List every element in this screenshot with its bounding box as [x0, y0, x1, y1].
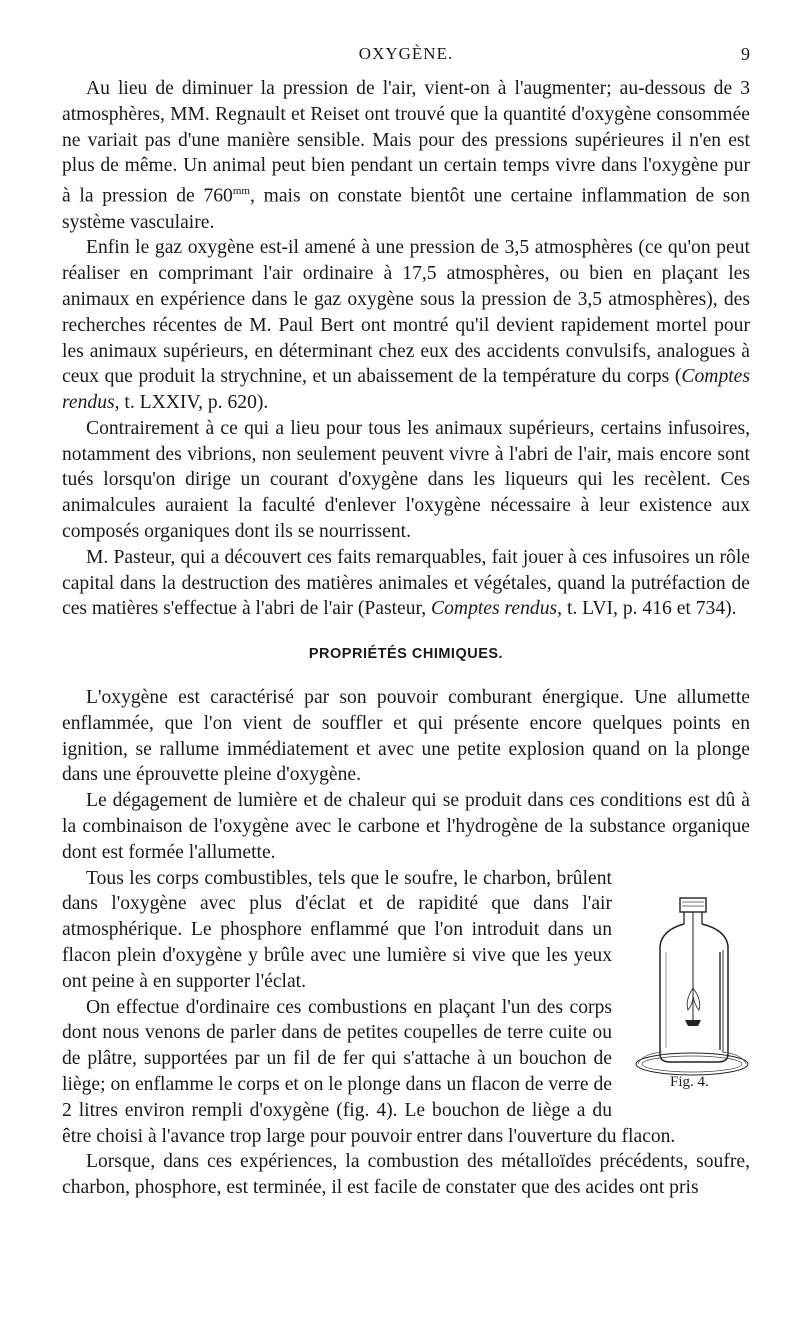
paragraph-1-text: Au lieu de diminuer la pression de l'air, vient-on à l'augmenter; au-dessous de 3 atmosphères, MM. Regnault et Reiset ont trouvé que la quantité d'oxygène consommée ne variait pas d'une manière sensible. Mais pour des pressions supérieures il n'en est plus de même. Un animal peut bien pendant un certain temps vivre dans l'oxygène pur à la pression de 760: [62, 78, 750, 207]
paragraph-7: Tous les corps combustibles, tels que le soufre, le charbon, brûlent dans l'oxygène avec plus d'éclat et de rapidité que dans l'air atmosphérique. Le phosphore enflammé que l'on introduit dans un flacon plein d'oxygène y brûle avec une lumière si vive que les yeux ont peine à en supporter l'éclat.: [62, 867, 612, 992]
paragraph-3: Contrairement à ce qui a lieu pour tous les animaux supérieurs, certains infusoires, notamment des vibrions, non seulement peuvent vivre à l'abri de l'air, mais encore sont tués lorsqu'on dirige un courant d'oxygène dans les liqueurs qui les recèlent. Ces animalcules auraient la faculté d'enlever l'oxygène nécessaire à leur existence aux composés organiques dont ils se nourrissent.: [62, 417, 750, 543]
paragraph-4-text: M. Pasteur, qui a découvert ces faits remarquables, fait jouer à ces infusoires un rôle capital dans la destruction des matières animales et végétales, quand la putréfaction de ces matières s'effectue à l'abri de l'air (Pasteur,: [62, 546, 750, 620]
paragraph-4: [62, 545, 750, 622]
paragraph-2-ref-end: , t. LXXIV, p. 620).: [114, 392, 269, 414]
running-title: OXYGÈNE.: [358, 44, 454, 63]
oxygen-flask-illustration: [622, 868, 758, 1102]
figure-4: [622, 868, 758, 1102]
running-head: [62, 44, 750, 68]
paragraph-9: Lorsque, dans ces expériences, la combustion des métalloïdes précédents, soufre, charbon, phosphore, est terminée, il est facile de constater que des acides ont pris: [62, 1151, 750, 1199]
cork-stopper: [680, 898, 706, 912]
paragraph-4-ref-end: , t. LVI, p. 416 et 734).: [557, 598, 737, 620]
paragraph-1-end: , mais on constate bientôt une certaine inflammation de son système vasculaire.: [62, 185, 751, 233]
glass-flask: [660, 924, 728, 1062]
paragraph-2: [62, 235, 750, 416]
paragraph-4-ref-title: Comptes rendus: [431, 598, 558, 620]
page-number: 9: [741, 44, 750, 64]
millimeter-unit: mm: [232, 185, 250, 198]
figure-caption: Fig. 4.: [670, 1073, 709, 1090]
combustion-cup: [685, 1020, 701, 1026]
body-text: [62, 76, 750, 1201]
paragraph-8: On effectue d'ordinaire ces combustions en plaçant l'un des corps dont nous venons de parler dans de petites coupelles de terre cuite ou de plâtre, supportées par un fil de fer qui s'attache à un bouchon de liège; on enflamme le corps et on le plonge dans un flacon de verre de 2 litres environ rempli d'oxygène (fig. 4). Le bouchon de liège a du être choisi à l'avance trop large pour pouvoir entrer dans l'ouverture du flacon.: [62, 996, 676, 1147]
paragraph-2-text: Enfin le gaz oxygène est-il amené à une pression de 3,5 atmosphères (ce qu'on peut réaliser en comprimant l'air ordinaire à 17,5 atmosphères, ou bien en plaçant les animaux en expérience dans le gaz oxygène sous la pression de 3,5 atmosphères), des recherches récentes de M. Paul Bert ont montré qu'il devient rapidement mortel pour les animaux supérieurs, en déterminant chez eux des accidents convulsifs, analogues à ceux que produit la strychnine, et un abaissement de la température du corps (: [62, 237, 750, 388]
paragraph-5: L'oxygène est caractérisé par son pouvoir comburant énergique. Une allumette enflammée, que l'on vient de souffler et qui présente encore quelques points en ignition, se rallume immédiatement et avec une petite explosion quand on la plonge dans une éprouvette pleine d'oxygène.: [62, 687, 750, 786]
section-heading: PROPRIÉTÉS CHIMIQUES.: [308, 646, 504, 663]
paragraph-1: [62, 76, 750, 235]
paragraph-2-ref-title: Comptes rendus: [62, 366, 750, 414]
paragraph-6: Le dégagement de lumière et de chaleur qui se produit dans ces conditions est dû à la combinaison de l'oxygène avec le carbone et l'hydrogène de la substance organique dont est formée l'allumette.: [62, 790, 750, 863]
